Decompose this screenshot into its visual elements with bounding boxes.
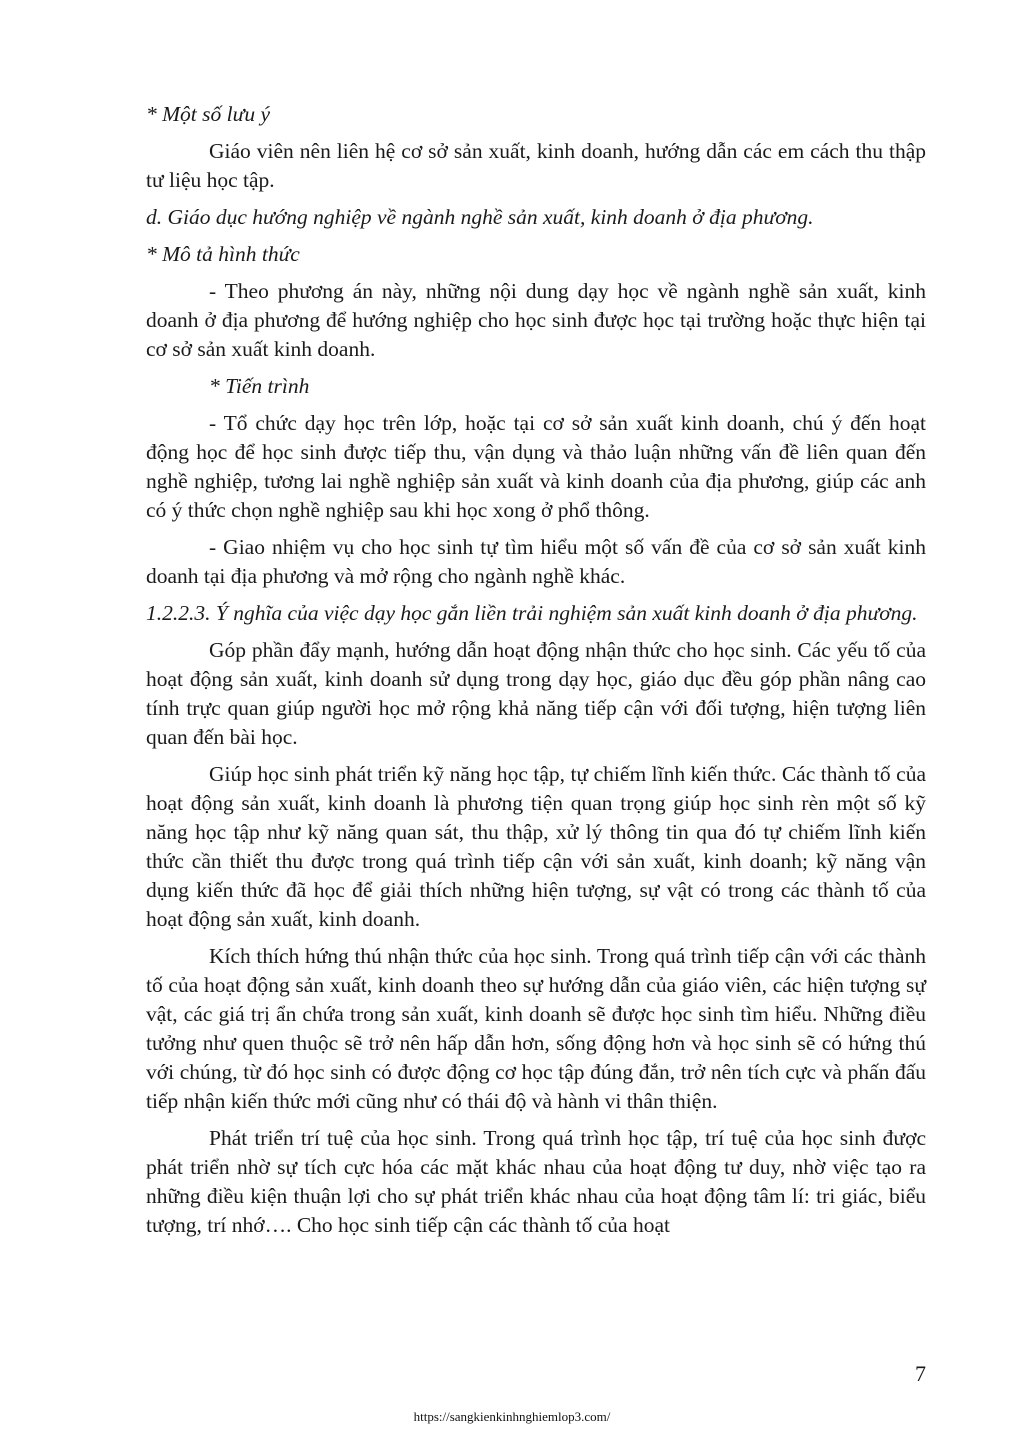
paragraph: Kích thích hứng thú nhận thức của học sinh. Trong quá trình tiếp cận với các thành tố của hoạt động sản xuất, kinh doanh theo sự hướng dẫn của giáo viên, các hiện tượng sự vật, các giá trị ẩn chứa trong sản xuất, kinh doanh sẽ được học sinh tìm hiểu. Những điều tưởng như quen thuộc sẽ trở nên hấp dẫn hơn, sống động hơn và học sinh sẽ có hứng thú với chúng, từ đó học sinh có được động cơ học tập đúng đắn, trở nên tích cực và phấn đấu tiếp nhận kiến thức mới cũng như có thái độ và hành vi thân thiện.: [146, 944, 926, 1113]
paragraph: - Giao nhiệm vụ cho học sinh tự tìm hiểu một số vấn đề của cơ sở sản xuất kinh doanh tại địa phương và mở rộng cho ngành nghề khác.: [146, 535, 926, 588]
paragraph: Phát triển trí tuệ của học sinh. Trong quá trình học tập, trí tuệ của học sinh được phát triển nhờ sự tích cực hóa các mặt khác nhau của hoạt động tư duy, nhờ việc tạo ra những điều kiện thuận lợi cho sự phát triển khác nhau của hoạt động tâm lí: tri giác, biểu tượng, trí nhớ…. Cho học sinh tiếp cận các thành tố của hoạt: [146, 1126, 926, 1237]
section-heading: d. Giáo dục hướng nghiệp về ngành nghề sản xuất, kinh doanh ở địa phương.: [146, 205, 814, 229]
paragraph: - Theo phương án này, những nội dung dạy học về ngành nghề sản xuất, kinh doanh ở địa phương để hướng nghiệp cho học sinh được học tại trường hoặc thực hiện tại cơ sở sản xuất kinh doanh.: [146, 279, 926, 361]
footer-url[interactable]: https://sangkienkinhnghiemlop3.com/: [413, 1409, 611, 1424]
document-body: [146, 100, 926, 1248]
process-heading: * Tiến trình: [209, 374, 310, 398]
form-description-heading: * Mô tả hình thức: [146, 242, 300, 266]
paragraph: Giúp học sinh phát triển kỹ năng học tập, tự chiếm lĩnh kiến thức. Các thành tố của hoạt động sản xuất, kinh doanh là phương tiện quan trọng giúp học sinh rèn một số kỹ năng học tập như kỹ năng quan sát, thu thập, xử lý thông tin qua đó tự chiếm lĩnh kiến thức cần thiết thu được trong quá trình tiếp cận với sản xuất, kinh doanh; kỹ năng vận dụng kiến thức đã học để giải thích những hiện tượng, sự vật có trong các thành tố của hoạt động sản xuất, kinh doanh.: [146, 762, 926, 931]
paragraph: Góp phần đẩy mạnh, hướng dẫn hoạt động nhận thức cho học sinh. Các yếu tố của hoạt động sản xuất, kinh doanh sử dụng trong dạy học, giáo dục đều góp phần nâng cao tính trực quan giúp người học mở rộng khả năng tiếp cận với đối tượng, hiện tượng liên quan đến bài học.: [146, 638, 926, 749]
subsection-heading: 1.2.2.3. Ý nghĩa của việc dạy học gắn liền trải nghiệm sản xuất kinh doanh ở địa phương.: [146, 601, 918, 625]
page-number: 7: [915, 1361, 926, 1386]
note-heading: * Một số lưu ý: [146, 102, 270, 126]
paragraph: - Tổ chức dạy học trên lớp, hoặc tại cơ sở sản xuất kinh doanh, chú ý đến hoạt động học để học sinh được tiếp thu, vận dụng và thảo luận những vấn đề liên quan đến nghề nghiệp, tương lai nghề nghiệp sản xuất và kinh doanh của địa phương, giúp các anh có ý thức chọn nghề nghiệp sau khi học xong ở phổ thông.: [146, 411, 926, 522]
paragraph: Giáo viên nên liên hệ cơ sở sản xuất, kinh doanh, hướng dẫn các em cách thu thập tư liệu học tập.: [146, 139, 926, 192]
